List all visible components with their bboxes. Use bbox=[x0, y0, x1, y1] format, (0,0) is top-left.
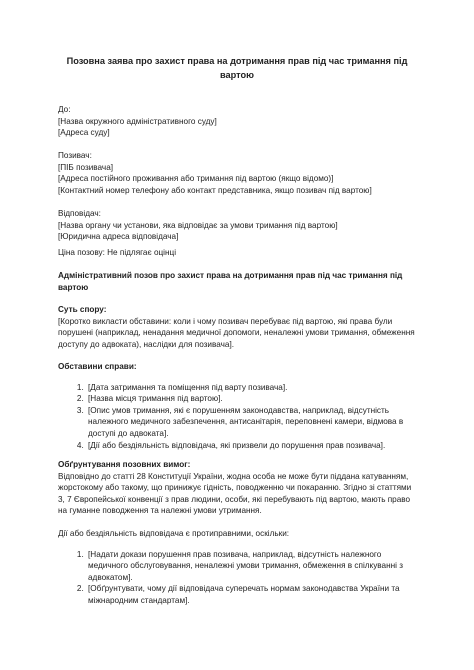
list-item: 1. [Надати докази порушення прав позивача, наприклад, відсутність належного медичного обслуговування, неналежні умови тримання, обмеження в спілкуванні з адвокатом]. bbox=[86, 549, 418, 584]
list-item: 1. [Дата затримання та поміщення під варту позивача]. bbox=[86, 382, 418, 394]
defendant-address: [Юридична адреса відповідача] bbox=[58, 232, 179, 242]
list-item: 4. [Дії або бездіяльність відповідача, які призвели до порушення прав позивача]. bbox=[86, 440, 418, 452]
plaintiff-name: [ПІБ позивача] bbox=[58, 162, 114, 172]
defendant-block bbox=[58, 208, 418, 243]
list-item: 3. [Опис умов тримання, які є порушенням законодавства, наприклад, відсутність належного медичного забезпечення, антисанітарія, переповнені камери, відмова в доступі до адвоката]. bbox=[86, 405, 418, 440]
claim-price: Ціна позову: Не підлягає оцінці bbox=[58, 248, 177, 257]
plaintiff-block bbox=[58, 150, 418, 196]
circumstances-heading: Обставини справи: bbox=[58, 362, 137, 371]
document-title: Позовна заява про захист права на дотримання прав під час тримання під вартою bbox=[66, 56, 408, 80]
essence-heading: Суть спору: bbox=[58, 305, 107, 314]
unlawful-list bbox=[58, 549, 418, 607]
unlawful-section bbox=[58, 528, 418, 607]
essence-section bbox=[58, 304, 418, 350]
defendant-label: Відповідач: bbox=[58, 209, 101, 218]
circumstances-list bbox=[58, 382, 418, 452]
circumstances-section bbox=[58, 361, 418, 451]
claim-heading: Адміністративний позов про захист права на дотримання прав під час тримання під вартою bbox=[58, 271, 403, 292]
court-name: [Назва окружного адміністративного суду] bbox=[58, 116, 217, 126]
defendant-name: [Назва органу чи установи, яка відповідає за умови тримання під вартою] bbox=[58, 220, 338, 230]
list-item: 2. [Назва місця тримання під вартою]. bbox=[86, 393, 418, 405]
court-address: [Адреса суду] bbox=[58, 128, 110, 138]
plaintiff-contact: [Контактний номер телефону або контакт представника, якщо позивач під вартою] bbox=[58, 185, 372, 195]
grounds-section bbox=[58, 459, 418, 517]
essence-text: [Коротко викласти обставини: коли і чому позивач перебуває під вартою, які права були порушені (наприклад, ненадання медичної допомоги, неналежні умови тримання, обмеження доступу до адвоката), наслідки для позивача]. bbox=[58, 316, 415, 349]
plaintiff-address: [Адреса постійного проживання або тримання під вартою (якщо відомо)] bbox=[58, 174, 334, 184]
grounds-heading: Обґрунтування позовних вимог: bbox=[58, 460, 191, 469]
list-item: 2. [Обґрунтувати, чому дії відповідача суперечать нормам законодавства України та міжнародним стандартам]. bbox=[86, 583, 418, 606]
plaintiff-label: Позивач: bbox=[58, 151, 92, 160]
court-block bbox=[58, 104, 418, 139]
grounds-text: Відповідно до статті 28 Конституції України, жодна особа не може бути піддана катуванням, жорстокому або такому, що принижує гідність, поводженню чи покаранню. Згідно зі статтями 3, 7 Європейської конвенції з прав людини, особи, які перебувають під вартою, мають право на гуманне поводження та належні умови утримання. bbox=[58, 471, 412, 516]
unlawful-intro: Дії або бездіяльність відповідача є протиправними, оскільки: bbox=[58, 529, 290, 538]
to-label: До: bbox=[58, 105, 71, 114]
